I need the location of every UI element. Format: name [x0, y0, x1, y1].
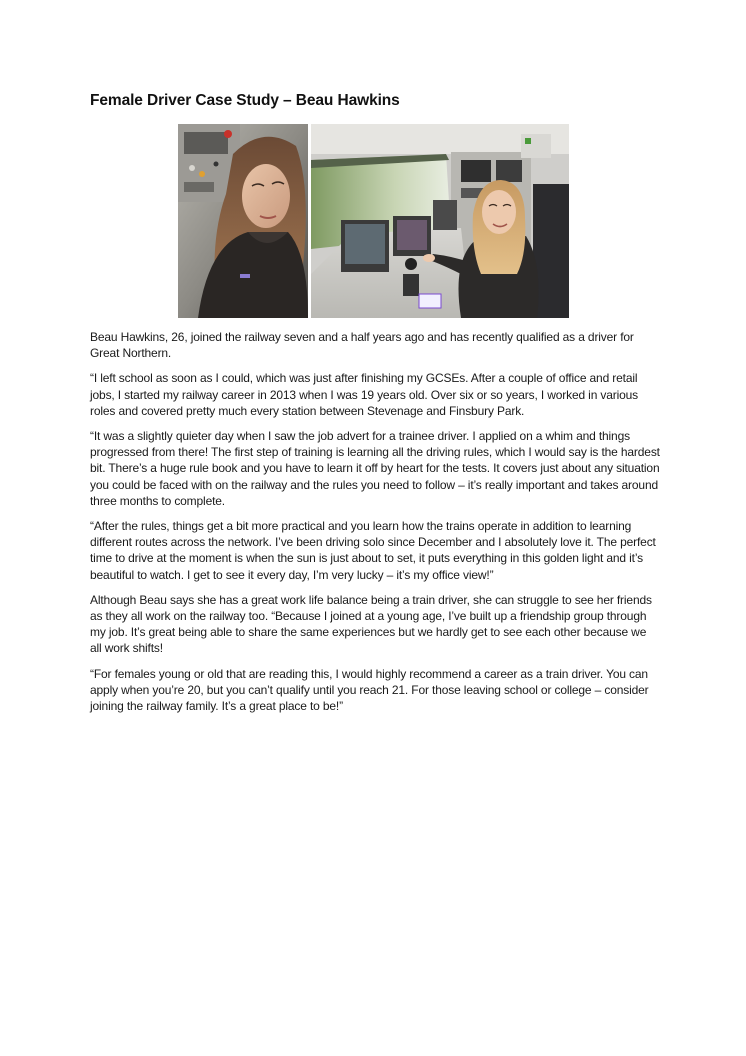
- page-title: Female Driver Case Study – Beau Hawkins: [90, 92, 400, 109]
- article-body: [90, 329, 660, 723]
- photo-strip: [178, 124, 569, 318]
- train-cab-photo: [311, 124, 569, 318]
- selfie-photo: [178, 124, 308, 318]
- paragraph: “After the rules, things get a bit more practical and you learn how the trains operate in addition to learning different routes across the network. I’ve been driving solo since December and I absolutely love it. The perfect time to drive at the moment is when the sun is just about to set, it puts everything in this golden light and it’s beautiful to watch. I get to see it every day, I’m very lucky – it’s my office view!”: [90, 519, 656, 582]
- paragraph: Beau Hawkins, 26, joined the railway seven and a half years ago and has recently qualified as a driver for Great Northern.: [90, 330, 634, 361]
- paragraph: Although Beau says she has a great work life balance being a train driver, she can struggle to see her friends as they all work on the railway too. “Because I joined at a young age, I’ve built up a friendship group through my job. It’s great being able to share the same experiences but we hardly get to see each other because we all work shifts!: [90, 592, 652, 656]
- paragraph: “It was a slightly quieter day when I saw the job advert for a trainee driver. I applied on a whim and things progressed from there! The first step of training is learning all the driving rules, which I would say is the hardest bit. There’s a huge rule book and you have to learn it off by heart for the tests. It covers just about any situation you could be faced with on the railway and the rules you need to follow – it’s really important and takes around three months to complete.: [90, 429, 660, 508]
- paragraph: “For females young or old that are reading this, I would highly recommend a career as a train driver. You can apply when you’re 20, but you can’t qualify until you reach 21. For those leaving school or college – consider joining the railway family. It’s a great place to be!”: [90, 666, 649, 714]
- paragraph: “I left school as soon as I could, which was just after finishing my GCSEs. After a couple of office and retail jobs, I started my railway career in 2013 when I was 19 years old. Over six or so years, I worked in various roles and covered pretty much every station between Stevenage and Finsbury Park.: [90, 371, 639, 418]
